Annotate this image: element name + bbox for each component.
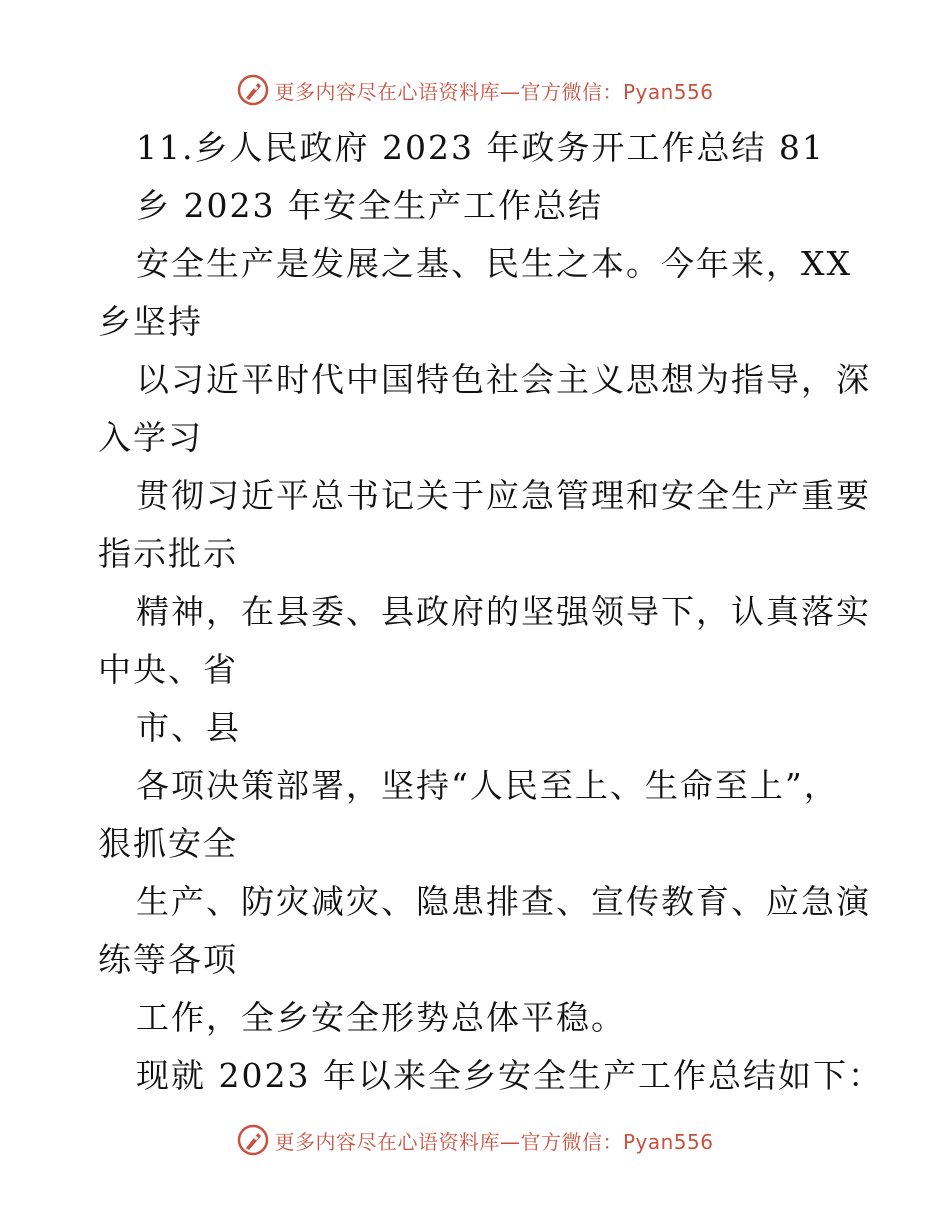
paragraph-line: 以习近平时代中国特色社会主义思想为指导，深 <box>136 360 871 399</box>
paragraph-line: 市、县 <box>136 708 241 747</box>
paragraph-line: 乡坚持 <box>98 302 203 341</box>
watermark-header <box>0 70 950 110</box>
paragraph-line: 贯彻习近平总书记关于应急管理和安全生产重要 <box>136 476 871 515</box>
paragraph-line: 入学习 <box>98 418 203 457</box>
paragraph-line: 练等各项 <box>98 940 238 979</box>
line-doc-title: 11.乡人民政府 2023 年政务开工作总结 81 <box>136 128 825 167</box>
paragraph-line: 现就 2023 年以来全乡安全生产工作总结如下： <box>136 1056 883 1095</box>
paragraph-line: 安全生产是发展之基、民生之本。今年来，XX <box>136 244 852 283</box>
watermark-text: 更多内容尽在心语资料库—官方微信：Pyan556 <box>274 79 714 104</box>
pen-nib-logo-icon <box>236 1123 270 1157</box>
watermark-text: 更多内容尽在心语资料库—官方微信：Pyan556 <box>274 1129 714 1154</box>
paragraph-line: 工作，全乡安全形势总体平稳。 <box>136 998 626 1037</box>
paragraph-line: 生产、防灾减灾、隐患排查、宣传教育、应急演 <box>136 882 871 921</box>
line-section-title: 乡 2023 年安全生产工作总结 <box>136 186 603 225</box>
pen-nib-logo-icon <box>236 73 270 107</box>
paragraph-line: 指示批示 <box>98 534 238 573</box>
paragraph-line: 中央、省 <box>98 650 238 689</box>
paragraph-line: 各项决策部署，坚持“人民至上、生命至上”， <box>136 766 839 805</box>
paragraph-line: 狠抓安全 <box>98 824 238 863</box>
paragraph-line: 精神，在县委、县政府的坚强领导下，认真落实 <box>136 592 871 631</box>
watermark-footer <box>0 1120 950 1160</box>
